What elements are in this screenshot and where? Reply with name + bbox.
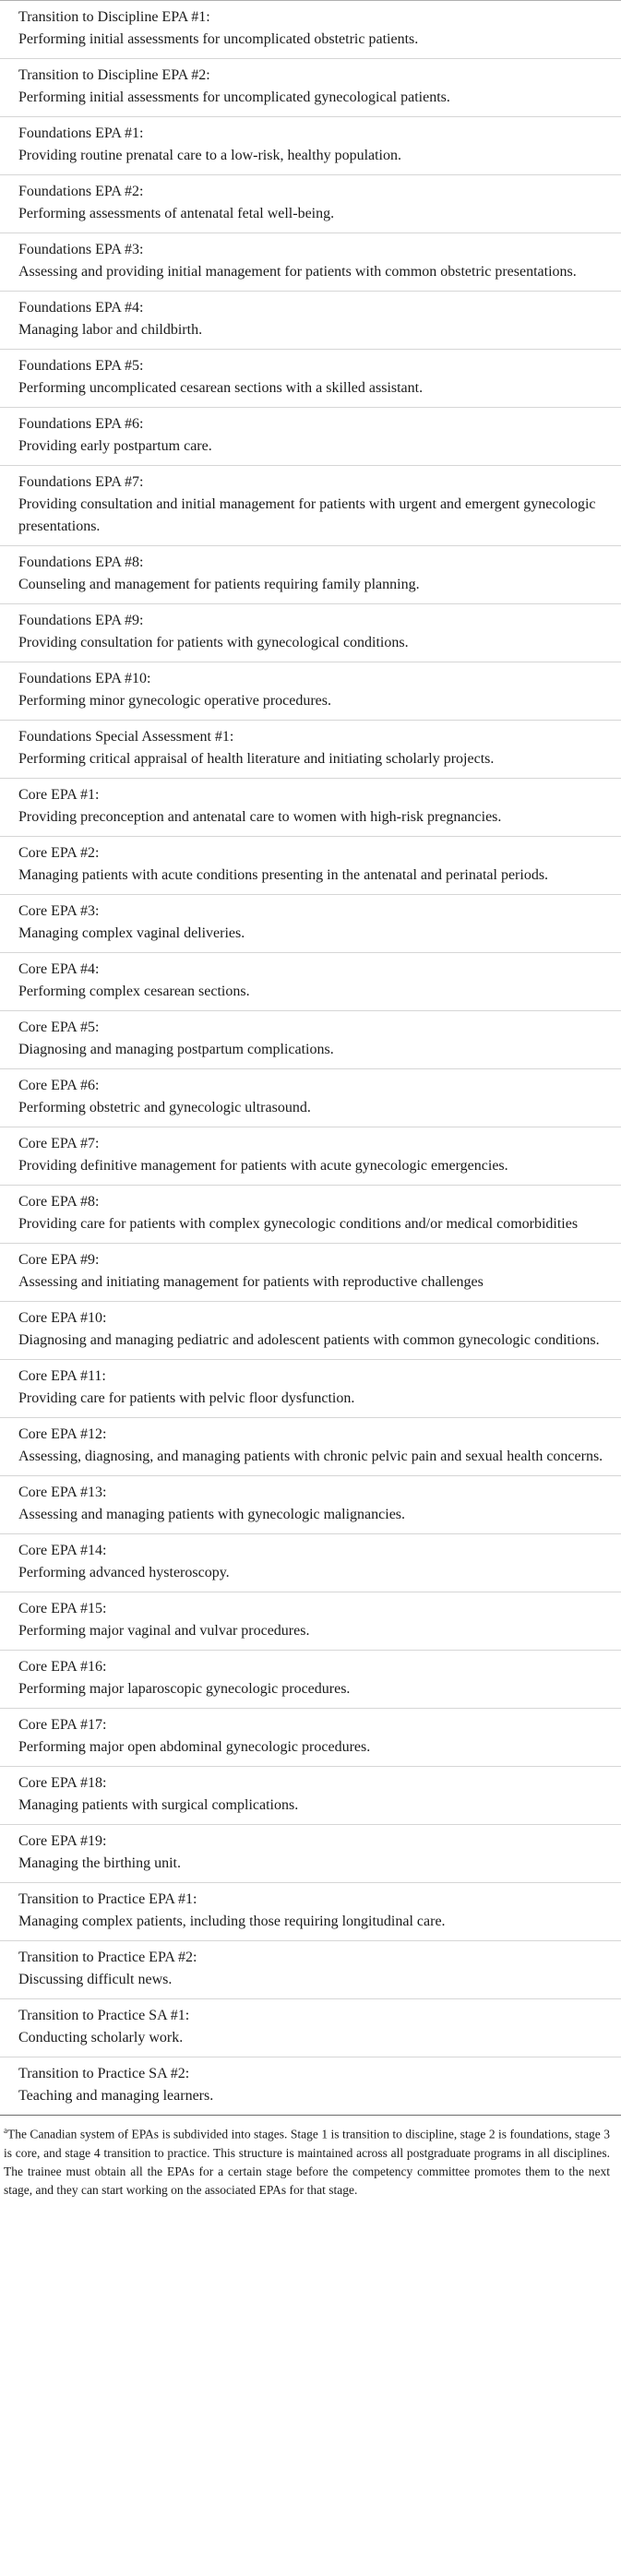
epa-cell (0, 721, 621, 779)
epa-cell (0, 1360, 621, 1418)
epa-title: Foundations EPA #5: (18, 358, 144, 374)
epa-description: Performing major vaginal and vulvar procedures. (18, 1623, 310, 1639)
table-row (0, 466, 621, 546)
epa-cell (0, 408, 621, 466)
epa-title: Core EPA #16: (18, 1659, 107, 1675)
epa-title: Core EPA #2: (18, 845, 100, 861)
epa-cell (0, 466, 621, 546)
epa-cell (0, 1883, 621, 1941)
epa-title: Foundations Special Assessment #1: (18, 729, 234, 745)
epa-cell (0, 1999, 621, 2057)
table-row (0, 837, 621, 895)
table-row (0, 1941, 621, 1999)
epa-cell (0, 546, 621, 604)
table-row (0, 1069, 621, 1127)
table-row (0, 779, 621, 837)
epa-cell (0, 1592, 621, 1651)
epa-description: Performing major open abdominal gynecologic procedures. (18, 1739, 371, 1755)
epa-cell (0, 1418, 621, 1476)
table-row (0, 1534, 621, 1592)
epa-cell (0, 604, 621, 662)
epa-title: Foundations EPA #7: (18, 474, 144, 490)
footnote-text: The Canadian system of EPAs is subdivided into stages. Stage 1 is transition to discipline, stage 2 is foundations, stage 3 is core, and stage 4 transition to practice. This structure is maintained across all postgraduate programs in all disciplines. The trainee must obtain all the EPAs for a certain stage before the competency committee promotes them to the next stage, and they can start working on the associated EPAs for that stage. (4, 2127, 610, 2197)
epa-cell (0, 1767, 621, 1825)
epa-description: Teaching and managing learners. (18, 2088, 214, 2104)
table-row (0, 1, 621, 59)
table-row (0, 1825, 621, 1883)
table-row (0, 1011, 621, 1069)
epa-description: Providing consultation and initial management for patients with urgent and emergent gynecologic presentations. (18, 496, 596, 534)
epa-cell (0, 117, 621, 175)
epa-cell (0, 837, 621, 895)
epa-description: Assessing and initiating management for patients with reproductive challenges (18, 1274, 484, 1290)
table-row (0, 1476, 621, 1534)
epa-description: Performing advanced hysteroscopy. (18, 1565, 230, 1580)
epa-description: Performing critical appraisal of health literature and initiating scholarly projects. (18, 751, 495, 767)
epa-description: Providing consultation for patients with gynecological conditions. (18, 635, 409, 650)
epa-cell (0, 1534, 621, 1592)
epa-title: Core EPA #7: (18, 1136, 100, 1151)
table-row (0, 1883, 621, 1941)
table-row (0, 1418, 621, 1476)
table-row (0, 350, 621, 408)
epa-description: Managing complex vaginal deliveries. (18, 925, 245, 941)
table-row (0, 2057, 621, 2116)
epa-description: Performing uncomplicated cesarean sections with a skilled assistant. (18, 380, 424, 396)
epa-cell (0, 1709, 621, 1767)
epa-description: Providing care for patients with complex gynecologic conditions and/or medical comorbidities (18, 1216, 579, 1232)
epa-cell (0, 953, 621, 1011)
epa-title: Foundations EPA #1: (18, 125, 144, 141)
table-row (0, 1127, 621, 1186)
epa-description: Managing complex patients, including those requiring longitudinal care. (18, 1914, 446, 1929)
epa-description: Managing the birthing unit. (18, 1855, 181, 1871)
epa-cell (0, 1244, 621, 1302)
epa-title: Core EPA #4: (18, 961, 100, 977)
table-row (0, 1767, 621, 1825)
epa-title: Transition to Practice EPA #1: (18, 1891, 197, 1907)
epa-title: Core EPA #19: (18, 1833, 107, 1849)
table-row (0, 604, 621, 662)
table-footnote (0, 2116, 621, 2200)
epa-title: Core EPA #3: (18, 903, 100, 919)
epa-cell (0, 1651, 621, 1709)
epa-description: Discussing difficult news. (18, 1972, 173, 1987)
epa-title: Foundations EPA #6: (18, 416, 144, 432)
epa-title: Core EPA #12: (18, 1426, 107, 1442)
epa-description: Diagnosing and managing postpartum complications. (18, 1042, 334, 1057)
epa-cell (0, 59, 621, 117)
epa-description: Performing assessments of antenatal fetal well-being. (18, 206, 335, 221)
footnote-marker: a (4, 2126, 7, 2135)
table-row (0, 175, 621, 233)
epa-title: Foundations EPA #2: (18, 184, 144, 199)
epa-description: Performing complex cesarean sections. (18, 984, 250, 999)
epa-title: Core EPA #15: (18, 1601, 107, 1616)
epa-cell (0, 2057, 621, 2116)
epa-cell (0, 1, 621, 59)
epa-description: Providing definitive management for patients with acute gynecologic emergencies. (18, 1158, 508, 1174)
epa-description: Performing obstetric and gynecologic ultrasound. (18, 1100, 311, 1115)
epa-description: Assessing, diagnosing, and managing patients with chronic pelvic pain and sexual health concerns. (18, 1449, 603, 1464)
epa-title: Foundations EPA #3: (18, 242, 144, 257)
epa-cell (0, 1127, 621, 1186)
epa-cell (0, 662, 621, 721)
epa-description: Managing patients with surgical complications. (18, 1797, 299, 1813)
table-row (0, 1360, 621, 1418)
table-row (0, 721, 621, 779)
epa-title: Transition to Discipline EPA #2: (18, 67, 210, 83)
epa-title: Foundations EPA #10: (18, 671, 151, 686)
epa-cell (0, 233, 621, 292)
table-row (0, 1186, 621, 1244)
epa-description: Performing major laparoscopic gynecologic procedures. (18, 1681, 351, 1697)
epa-cell (0, 779, 621, 837)
epa-cell (0, 1941, 621, 1999)
epa-description: Providing preconception and antenatal care to women with high-risk pregnancies. (18, 809, 502, 825)
epa-title: Core EPA #8: (18, 1194, 100, 1210)
epa-cell (0, 1186, 621, 1244)
table-row (0, 895, 621, 953)
epa-cell (0, 1069, 621, 1127)
epa-description: Performing minor gynecologic operative procedures. (18, 693, 331, 709)
table-row (0, 292, 621, 350)
table-row (0, 408, 621, 466)
epa-description: Counseling and management for patients requiring family planning. (18, 577, 420, 592)
epa-title: Foundations EPA #9: (18, 613, 144, 628)
table-row (0, 1651, 621, 1709)
epa-title: Core EPA #18: (18, 1775, 107, 1791)
table-row (0, 233, 621, 292)
table-row (0, 662, 621, 721)
epa-description: Providing care for patients with pelvic floor dysfunction. (18, 1390, 355, 1406)
table-row (0, 117, 621, 175)
epa-title: Foundations EPA #4: (18, 300, 144, 316)
epa-cell (0, 1011, 621, 1069)
epa-description: Performing initial assessments for uncomplicated obstetric patients. (18, 31, 419, 47)
table-row (0, 1302, 621, 1360)
epa-description: Assessing and managing patients with gynecologic malignancies. (18, 1507, 406, 1522)
epa-title: Core EPA #11: (18, 1368, 106, 1384)
epa-title: Core EPA #13: (18, 1485, 107, 1500)
epa-cell (0, 175, 621, 233)
epa-description: Diagnosing and managing pediatric and adolescent patients with common gynecologic conditions. (18, 1332, 600, 1348)
table-row (0, 1244, 621, 1302)
epa-cell (0, 350, 621, 408)
epa-table-body (0, 1, 621, 2116)
epa-title: Core EPA #14: (18, 1543, 107, 1558)
epa-cell (0, 292, 621, 350)
epa-title: Foundations EPA #8: (18, 555, 144, 570)
epa-title: Core EPA #5: (18, 1020, 100, 1035)
epa-description: Providing routine prenatal care to a low-risk, healthy population. (18, 148, 401, 163)
epa-cell (0, 1825, 621, 1883)
epa-cell (0, 1302, 621, 1360)
epa-description: Managing labor and childbirth. (18, 322, 203, 338)
epa-title: Core EPA #10: (18, 1310, 107, 1326)
table-row (0, 59, 621, 117)
epa-description: Conducting scholarly work. (18, 2030, 184, 2045)
epa-title: Core EPA #17: (18, 1717, 107, 1733)
epa-description: Performing initial assessments for uncomplicated gynecological patients. (18, 89, 450, 105)
table-row (0, 546, 621, 604)
epa-cell (0, 1476, 621, 1534)
table-row (0, 1592, 621, 1651)
epa-description: Providing early postpartum care. (18, 438, 212, 454)
epa-description: Managing patients with acute conditions presenting in the antenatal and perinatal periods. (18, 867, 549, 883)
epa-title: Core EPA #9: (18, 1252, 100, 1268)
epa-cell (0, 895, 621, 953)
table-row (0, 1709, 621, 1767)
table-row (0, 953, 621, 1011)
epa-title: Transition to Practice SA #1: (18, 2008, 190, 2023)
epa-description: Assessing and providing initial management for patients with common obstetric presentations. (18, 264, 577, 280)
epa-title: Core EPA #6: (18, 1078, 100, 1093)
epa-title: Transition to Discipline EPA #1: (18, 9, 210, 25)
epa-title: Transition to Practice SA #2: (18, 2066, 190, 2081)
epa-title: Core EPA #1: (18, 787, 100, 803)
table-row (0, 1999, 621, 2057)
epa-title: Transition to Practice EPA #2: (18, 1950, 197, 1965)
